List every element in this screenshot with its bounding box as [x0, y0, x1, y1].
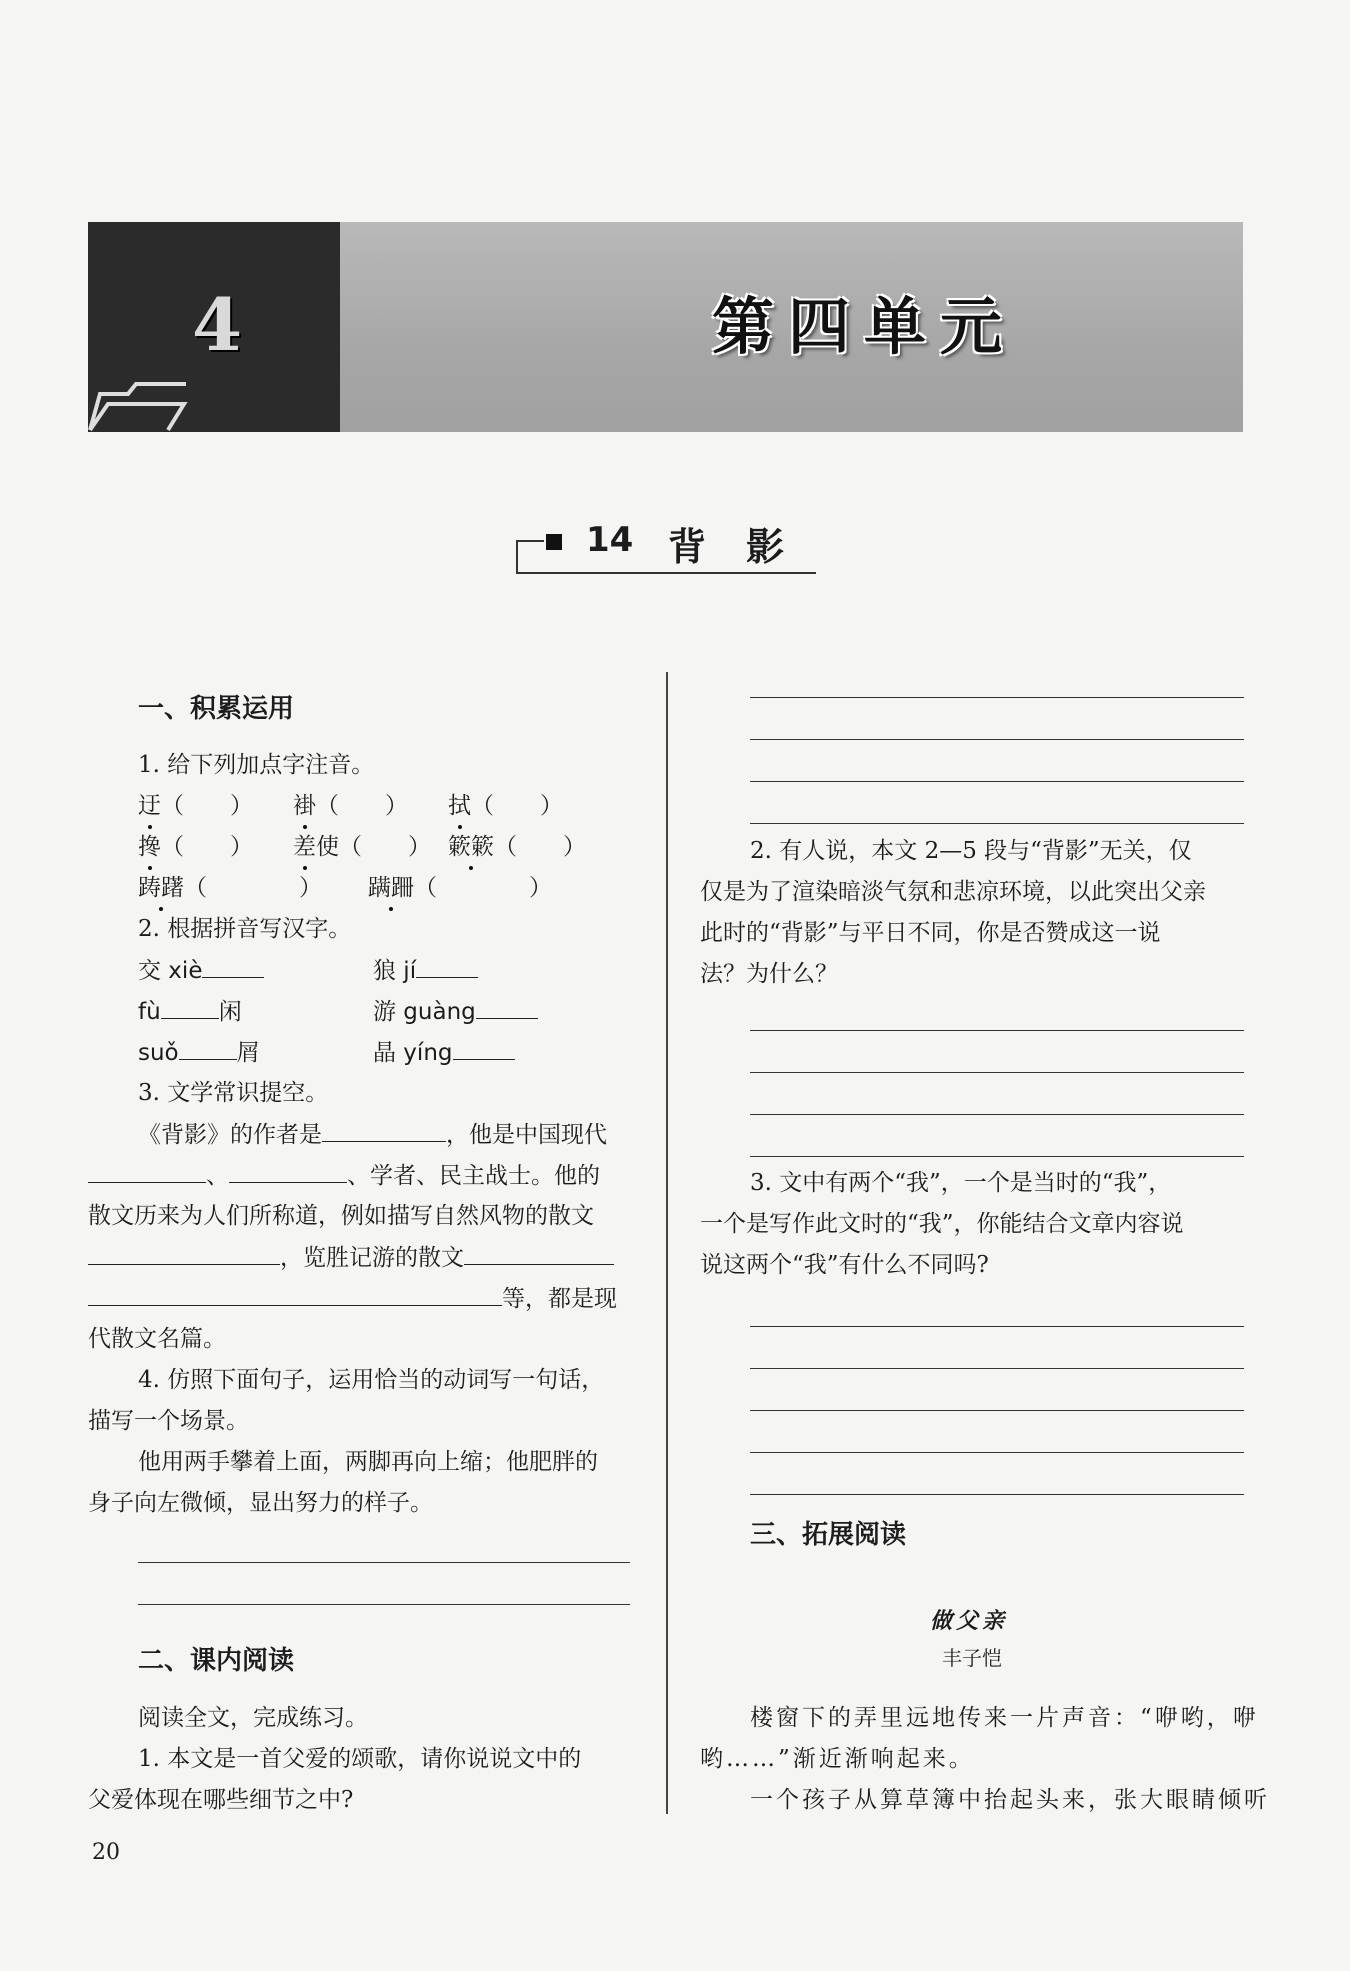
q2-stem: 2. 根据拼音写汉字。	[138, 916, 352, 942]
q4-example: 身子向左微倾，显出努力的样子。	[88, 1490, 433, 1516]
answer-blank[interactable]	[88, 1240, 280, 1265]
writing-line[interactable]	[750, 1072, 1244, 1073]
reading-q3: 说这两个“我”有什么不同吗?	[700, 1252, 989, 1278]
page-number: 20	[92, 1840, 120, 1865]
q1-item: 踌躇（ ）	[138, 871, 322, 905]
q3-line: 等，都是现	[88, 1281, 617, 1316]
lesson-title: 背影	[668, 524, 825, 569]
q3-stem: 3. 文学常识提空。	[138, 1080, 329, 1106]
q2-item: 游 guàng	[373, 994, 538, 1029]
writing-line[interactable]	[750, 781, 1244, 782]
q2-item: suǒ 屑	[138, 1035, 260, 1070]
writing-line[interactable]	[138, 1562, 630, 1563]
article-paragraph: 楼窗下的弄里远地传来一片声音：“咿哟，咿	[750, 1705, 1259, 1731]
reading-q1: 父爱体现在哪些细节之中?	[88, 1787, 354, 1813]
answer-blank[interactable]	[88, 1158, 206, 1183]
q3-line: 、 、学者、民主战士。他的	[88, 1158, 600, 1193]
q1-item: 拭（ ）	[448, 789, 563, 823]
lesson-frame-dash	[516, 540, 544, 542]
writing-line[interactable]	[750, 1030, 1244, 1031]
q4-stem: 4. 仿照下面句子，运用恰当的动词写一句话，	[138, 1367, 605, 1393]
writing-line[interactable]	[750, 823, 1244, 824]
lesson-heading	[516, 520, 825, 574]
writing-line[interactable]	[750, 1452, 1244, 1453]
article-author: 丰子恺	[942, 1646, 1002, 1670]
q3-line: 《背影》的作者是 ，他是中国现代	[138, 1117, 607, 1152]
unit-title: 第四单元	[712, 290, 1017, 363]
q1-item: 搀（ ）	[138, 830, 253, 864]
q3-line: 代散文名篇。	[88, 1326, 226, 1352]
q2-item: fù 闲	[138, 994, 242, 1029]
lesson-frame-tick	[516, 540, 518, 573]
q1-item: 簌簌（ ）	[448, 830, 586, 864]
article-paragraph: 一个孩子从算草簿中抬起头来，张大眼睛倾听	[750, 1787, 1270, 1813]
lesson-number: 14	[586, 520, 634, 560]
q3-line: ，览胜记游的散文	[88, 1240, 614, 1275]
writing-line[interactable]	[750, 1410, 1244, 1411]
unit-number: 4	[192, 282, 243, 367]
reading-q2: 此时的“背影”与平日不同，你是否赞成这一说	[700, 920, 1161, 946]
lesson-underline	[516, 572, 816, 574]
unit-number-panel	[88, 222, 340, 432]
reading-q2: 仅是为了渲染暗淡气氛和悲凉环境，以此突出父亲	[700, 879, 1206, 905]
section-heading-extended: 三、拓展阅读	[750, 1520, 907, 1550]
q1-stem: 1. 给下列加点字注音。	[138, 752, 375, 778]
writing-line[interactable]	[750, 1156, 1244, 1157]
q1-item: 蹒跚（ ）	[368, 871, 552, 905]
reading-q3: 一个是写作此文时的“我”，你能结合文章内容说	[700, 1211, 1184, 1237]
reading-intro: 阅读全文，完成练习。	[138, 1705, 368, 1731]
q2-item: 交 xiè	[138, 953, 264, 988]
writing-line[interactable]	[750, 1368, 1244, 1369]
answer-blank[interactable]	[322, 1117, 446, 1142]
article-paragraph: 哟……”渐近渐响起来。	[700, 1746, 975, 1772]
reading-q2: 法？为什么？	[700, 961, 838, 987]
reading-q1: 1. 本文是一首父爱的颂歌，请你说说文中的	[138, 1746, 582, 1772]
section-heading-accumulate: 一、积累运用	[138, 694, 295, 724]
unit-title-panel	[340, 222, 1243, 432]
column-divider	[666, 672, 668, 1814]
writing-line[interactable]	[138, 1604, 630, 1605]
q4-example: 他用两手攀着上面，两脚再向上缩；他肥胖的	[138, 1449, 598, 1475]
section-heading-reading: 二、课内阅读	[138, 1646, 295, 1676]
reading-q3: 3. 文中有两个“我”，一个是当时的“我”，	[750, 1170, 1172, 1196]
writing-line[interactable]	[750, 1114, 1244, 1115]
q4-stem: 描写一个场景。	[88, 1408, 249, 1434]
q1-item: 迂（ ）	[138, 789, 253, 823]
folder-icon	[88, 372, 188, 432]
q2-item: 狼 jí	[373, 953, 478, 988]
answer-blank[interactable]	[88, 1281, 502, 1306]
answer-blank[interactable]	[464, 1240, 614, 1265]
q2-item: 晶 yíng	[373, 1035, 515, 1070]
writing-line[interactable]	[750, 697, 1244, 698]
q1-item: 褂（ ）	[293, 789, 408, 823]
writing-line[interactable]	[750, 739, 1244, 740]
writing-line[interactable]	[750, 1494, 1244, 1495]
article-title: 做父亲	[930, 1608, 1009, 1634]
reading-q2: 2. 有人说，本文 2—5 段与“背影”无关，仅	[750, 838, 1192, 864]
square-bullet-icon	[546, 534, 562, 550]
writing-line[interactable]	[750, 1326, 1244, 1327]
q1-item: 差使（ ）	[293, 830, 431, 864]
answer-blank[interactable]	[229, 1158, 347, 1183]
unit-banner	[88, 222, 1243, 432]
q3-line: 散文历来为人们所称道，例如描写自然风物的散文	[88, 1203, 594, 1229]
